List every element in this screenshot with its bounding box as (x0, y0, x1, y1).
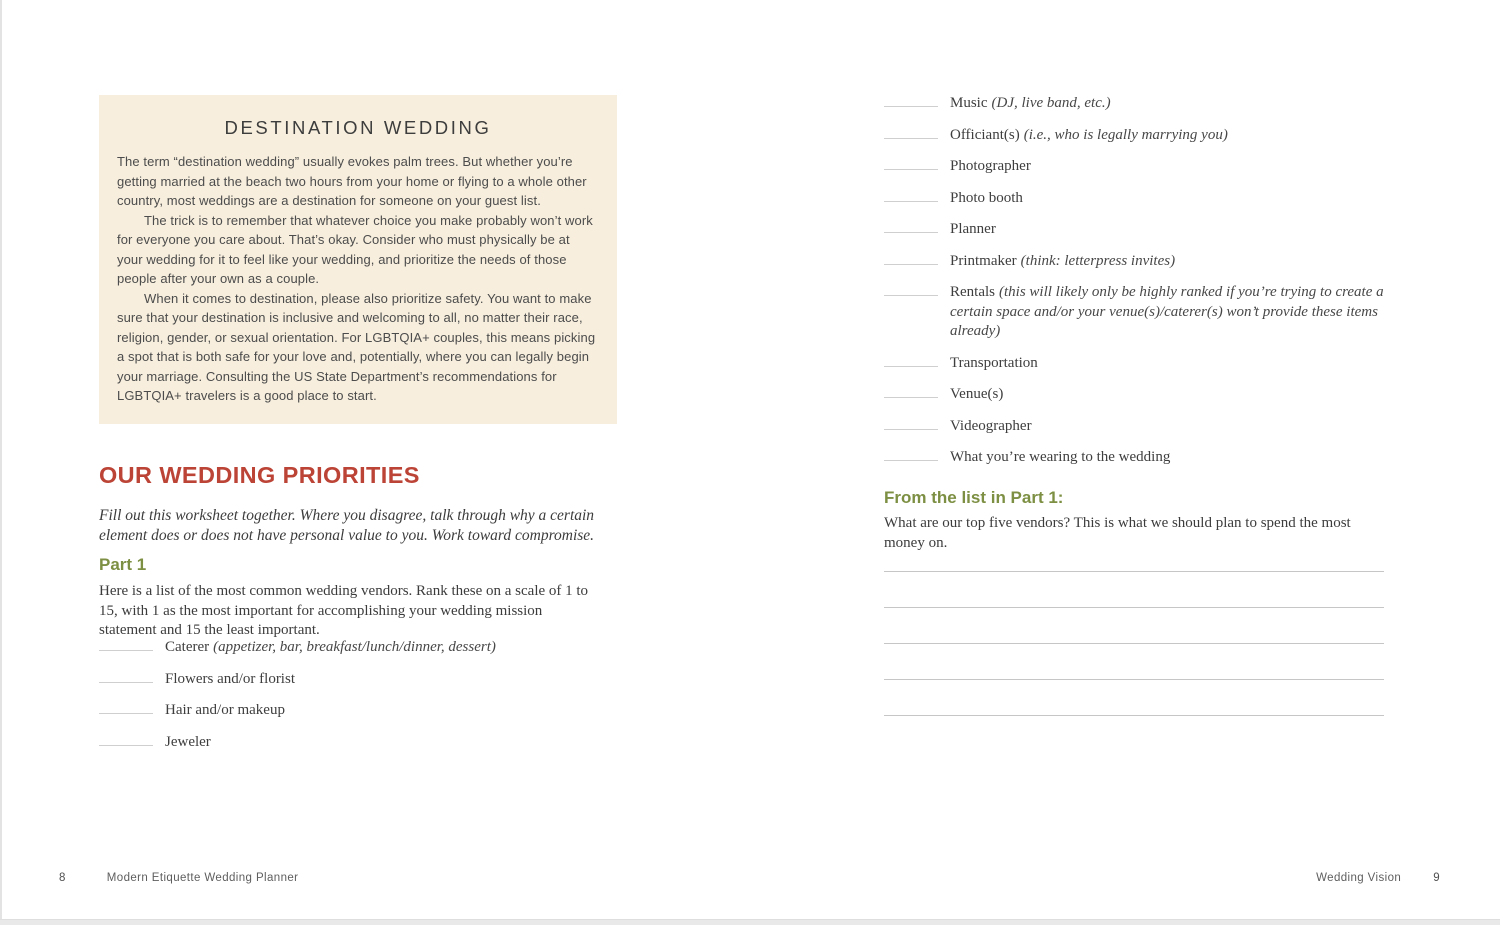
rank-blank-field[interactable] (884, 429, 938, 430)
vendor-text (950, 354, 1408, 374)
callout-title: DESTINATION WEDDING (224, 117, 492, 138)
vendor-note: (appetizer, bar, breakfast/lunch/dinner, dessert) (213, 639, 496, 655)
rank-blank-field[interactable] (884, 397, 938, 398)
answer-line[interactable] (884, 680, 1384, 716)
vendor-text (950, 94, 1408, 114)
page-edge-bottom (0, 919, 1500, 925)
vendor-text (950, 126, 1408, 146)
vendor-label: Hair and/or makeup (165, 702, 285, 718)
section-title: OUR WEDDING PRIORITIES (99, 462, 420, 488)
vendor-row (884, 252, 1408, 272)
rank-blank-field[interactable] (884, 460, 938, 461)
vendor-label: Printmaker (950, 252, 1017, 269)
vendor-text (950, 283, 1408, 342)
vendor-row (884, 354, 1408, 374)
vendor-text (950, 252, 1408, 272)
book-title-footer: Modern Etiquette Wedding Planner (106, 872, 299, 884)
destination-wedding-callout (99, 95, 617, 424)
vendor-text (165, 670, 617, 690)
rank-blank-field[interactable] (884, 201, 938, 202)
worksheet-intro: Fill out this worksheet together. Where you disagree, talk through why a certain element does or does not have personal value to you. Work toward compromise. (99, 507, 595, 544)
vendor-label: Jeweler (165, 733, 211, 750)
vendor-note: (DJ, live band, etc.) (991, 95, 1111, 111)
part1-heading: Part 1 (99, 555, 147, 574)
vendor-label: Photographer (950, 158, 1031, 174)
vendor-row (884, 448, 1408, 468)
vendor-row (99, 638, 617, 658)
vendor-label: Rentals (950, 284, 995, 300)
vendor-text (165, 701, 617, 721)
vendor-row (884, 283, 1408, 342)
rank-blank-field[interactable] (884, 232, 938, 233)
vendor-row (884, 189, 1408, 209)
vendor-text (165, 733, 617, 753)
vendor-row (884, 94, 1408, 114)
rank-blank-field[interactable] (99, 650, 153, 651)
vendor-note: (i.e., who is legally marrying you) (1023, 126, 1228, 143)
vendor-label: Planner (950, 221, 996, 237)
footer-left (59, 872, 298, 884)
part1-description: Here is a list of the most common wedding vendors. Rank these on a scale of 1 to 15, with 1 as the most important for accomplishing your wedding mission statement and 15 the least important. (99, 583, 589, 638)
top-five-vendors-question: What are our top five vendors? This is what we should plan to spend the most money on. (884, 515, 1351, 551)
vendor-row (884, 157, 1408, 177)
rank-blank-field[interactable] (884, 366, 938, 367)
rank-blank-field[interactable] (99, 682, 153, 683)
vendor-text (950, 417, 1408, 437)
vendor-label: Officiant(s) (950, 126, 1020, 143)
vendor-note: (think: letterpress invites) (1020, 252, 1176, 269)
vendor-label: Music (950, 95, 988, 111)
answer-line[interactable] (884, 572, 1384, 608)
answer-line[interactable] (884, 536, 1384, 572)
vendor-label: Photo booth (950, 189, 1023, 206)
vendor-text (950, 189, 1408, 209)
rank-blank-field[interactable] (884, 169, 938, 170)
vendor-label: Transportation (950, 354, 1038, 371)
rank-blank-field[interactable] (884, 138, 938, 139)
vendor-list-right (884, 94, 1408, 480)
vendor-row (99, 701, 617, 721)
vendor-text (950, 385, 1408, 405)
vendor-row (884, 126, 1408, 146)
footer-right (1316, 872, 1440, 884)
from-list-part1-heading: From the list in Part 1: (884, 488, 1064, 507)
callout-paragraph: The trick is to remember that whatever choice you make probably won’t work for everyone you care about. That’s okay. Consider who must physically be at your wedding for it to feel like your wedding, and prioritize the needs of those people after your own as a couple. (117, 212, 593, 286)
vendor-text (165, 638, 617, 658)
vendor-label: Caterer (165, 639, 210, 655)
rank-blank-field[interactable] (99, 713, 153, 714)
callout-paragraph: The term “destination wedding” usually evokes palm trees. But whether you’re getting married at the beach two hours from your home or flying to a whole other country, most weddings are a destination for someone on your guest list. (117, 154, 587, 208)
vendor-label: What you’re wearing to the wedding (950, 449, 1171, 465)
callout-paragraph: When it comes to destination, please also prioritize safety. You want to make sure that your destination is inclusive and welcoming to all, no matter their race, religion, gender, or sexual orientation. For LGBTQIA+ couples, this means picking a spot that is both safe for your love and, potentially, where you can legally begin your marriage. Consulting the US State Department’s recommendations for LGBTQIA+ travelers is a good place to start. (117, 290, 596, 403)
vendor-list-left (99, 638, 617, 764)
vendor-row (99, 733, 617, 753)
vendor-row (884, 417, 1408, 437)
rank-blank-field[interactable] (884, 106, 938, 107)
vendor-text (950, 448, 1408, 468)
chapter-title-footer: Wedding Vision (1316, 872, 1402, 884)
page-number-right: 9 (1433, 872, 1440, 884)
answer-line[interactable] (884, 608, 1384, 644)
callout-body (117, 152, 599, 406)
answer-lines (884, 536, 1384, 716)
vendor-note: (this will likely only be highly ranked if you’re trying to create a certain space and/or your venue(s)/caterer(s) won’t provide these items already) (950, 284, 1384, 339)
vendor-label: Venue(s) (950, 386, 1004, 402)
page-edge-left (0, 0, 2, 925)
vendor-row (884, 385, 1408, 405)
rank-blank-field[interactable] (884, 295, 938, 296)
vendor-row (99, 670, 617, 690)
vendor-row (884, 220, 1408, 240)
vendor-label: Videographer (950, 417, 1032, 434)
vendor-text (950, 157, 1408, 177)
vendor-label: Flowers and/or florist (165, 670, 295, 687)
rank-blank-field[interactable] (99, 745, 153, 746)
answer-line[interactable] (884, 644, 1384, 680)
page-number-left: 8 (59, 872, 66, 884)
rank-blank-field[interactable] (884, 264, 938, 265)
vendor-text (950, 220, 1408, 240)
